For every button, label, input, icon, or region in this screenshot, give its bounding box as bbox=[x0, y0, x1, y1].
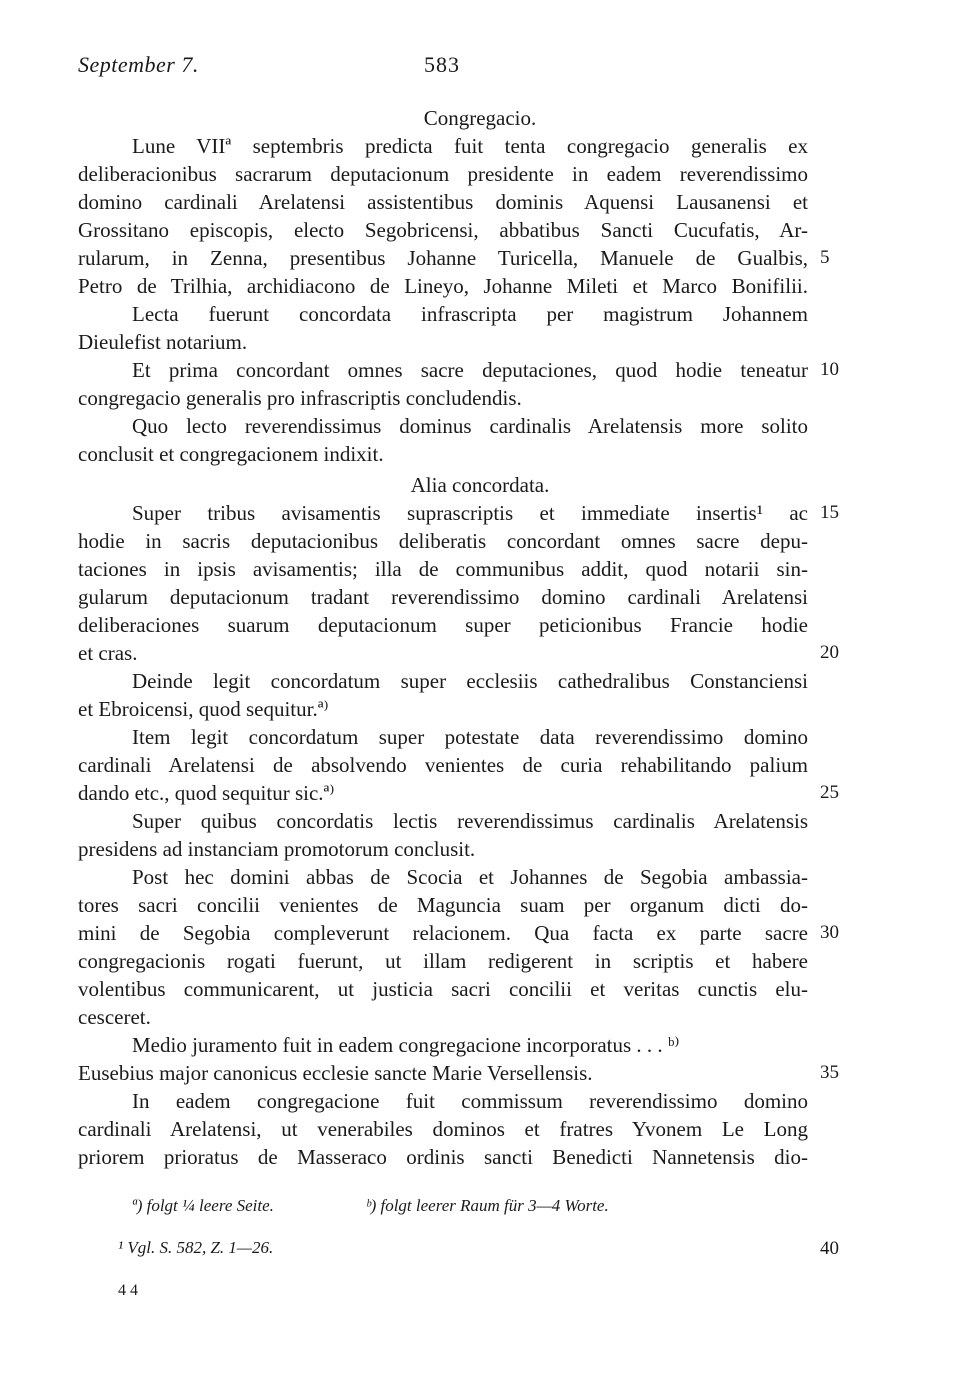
text-line: Item legit concordatum super potestate data reverendissimo domino bbox=[132, 725, 808, 749]
text-line: Dieulefist notarium. bbox=[78, 330, 248, 354]
text-line: Medio juramento fuit in eadem congregacione incorporatus . . . ᵇ⁾ bbox=[132, 1033, 680, 1057]
text-line: Post hec domini abbas de Scocia et Johannes de Segobia ambassia- bbox=[132, 865, 808, 889]
page-number: 583 bbox=[424, 52, 460, 77]
line-number: 35 bbox=[820, 1062, 839, 1083]
text-line: gularum deputacionum tradant reverendissimo domino cardinali Arelatensi bbox=[78, 585, 808, 609]
text-line: et cras. bbox=[78, 641, 138, 665]
text-line: Quo lecto reverendissimus dominus cardinalis Arelatensis more solito bbox=[132, 414, 808, 438]
text-line: mini de Segobia compleverunt relacionem. Qua facta ex parte sacre bbox=[78, 921, 808, 945]
text-line: et Ebroicensi, quod sequitur.ª⁾ bbox=[78, 697, 329, 721]
text-line: priorem prioratus de Masseraco ordinis sancti Benedicti Nannetensis dio- bbox=[78, 1145, 808, 1169]
text-line: cardinali Arelatensi de absolvendo venientes de curia rehabilitando palium bbox=[78, 753, 808, 777]
text-line: Super tribus avisamentis suprascriptis et immediate insertis¹ ac bbox=[132, 501, 808, 525]
line-number: 40 bbox=[820, 1238, 839, 1259]
line-number: 30 bbox=[820, 922, 839, 943]
text-line: Grossitano episcopis, electo Segobricensi, abbatibus Sancti Cucufatis, Ar- bbox=[78, 218, 808, 242]
text-line: Deinde legit concordatum super ecclesiis cathedralibus Constanciensi bbox=[132, 669, 808, 693]
text-line: deliberacionibus sacrarum deputacionum presidente in eadem reverendissimo bbox=[78, 162, 808, 186]
text-line: taciones in ipsis avisamentis; illa de communibus addit, quod notarii sin- bbox=[78, 557, 808, 581]
text-line: cardinali Arelatensi, ut venerabiles dominos et fratres Yvonem Le Long bbox=[78, 1117, 808, 1141]
text-line: volentibus communicarent, ut justicia sacri concilii et veritas cunctis elu- bbox=[78, 977, 808, 1001]
line-number: 5 bbox=[820, 247, 830, 268]
text-line: rularum, in Zenna, presentibus Johanne Turicella, Manuele de Gualbis, bbox=[78, 246, 808, 270]
text-line: Eusebius major canonicus ecclesie sancte Marie Versellensis. bbox=[78, 1061, 593, 1085]
line-number: 20 bbox=[820, 642, 839, 663]
text-line: hodie in sacris deputacionibus deliberatis concordant omnes sacre depu- bbox=[78, 529, 808, 553]
text-line: Super quibus concordatis lectis reverendissimus cardinalis Arelatensis bbox=[132, 809, 808, 833]
text-line: In eadem congregacione fuit commissum reverendissimo domino bbox=[132, 1089, 808, 1113]
text-line: Lecta fuerunt concordata infrascripta per magistrum Johannem bbox=[132, 302, 808, 326]
text-line: deliberaciones suarum deputacionum super peticionibus Francie hodie bbox=[78, 613, 808, 637]
text-line: Petro de Trilhia, archidiacono de Lineyo, Johanne Mileti et Marco Bonifilii. bbox=[78, 274, 808, 298]
text-line: Lune VIIª septembris predicta fuit tenta congregacio generalis ex bbox=[132, 134, 808, 158]
text-line: presidens ad instanciam promotorum conclusit. bbox=[78, 837, 476, 861]
text-line: congregacionis rogati fuerunt, ut illam redigerent in scriptis et habere bbox=[78, 949, 808, 973]
line-number: 25 bbox=[820, 782, 839, 803]
text-line: dando etc., quod sequitur sic.ª⁾ bbox=[78, 781, 335, 805]
text-line: tores sacri concilii venientes de Maguncia suam per organum dicti do- bbox=[78, 893, 808, 917]
signature-mark: 4 4 bbox=[118, 1282, 138, 1299]
footnote-a: ª) folgt ¼ leere Seite. bbox=[132, 1196, 274, 1215]
running-header: September 7. bbox=[78, 52, 199, 77]
text-line: Et prima concordant omnes sacre deputaciones, quod hodie teneatur bbox=[132, 358, 808, 382]
line-number: 15 bbox=[820, 502, 839, 523]
text-line: congregacio generalis pro infrascriptis concludendis. bbox=[78, 386, 522, 410]
text-line: cesceret. bbox=[78, 1005, 151, 1029]
line-number: 10 bbox=[820, 359, 839, 380]
footnote-1: ¹ Vgl. S. 582, Z. 1—26. bbox=[118, 1238, 274, 1257]
footnote-b: ᵇ) folgt leerer Raum für 3—4 Worte. bbox=[366, 1196, 609, 1215]
text-line: domino cardinali Arelatensi assistentibus dominis Aquensi Lausanensi et bbox=[78, 190, 808, 214]
section-heading: Alia concordata. bbox=[410, 473, 550, 497]
text-line: conclusit et congregacionem indixit. bbox=[78, 442, 384, 466]
section-heading: Congregacio. bbox=[423, 106, 537, 130]
